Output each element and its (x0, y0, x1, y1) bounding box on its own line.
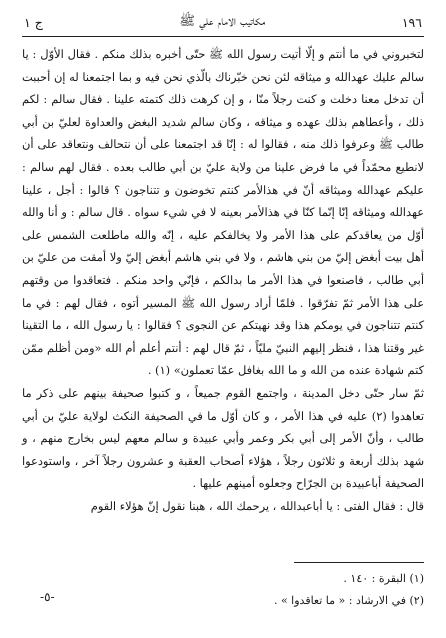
book-title: مكاتيب الامام علي ﷺ (179, 13, 266, 29)
paragraph: ثمّ سار حتّى دخل المدينة ، واجتمع القوم جميعاً ، و كتبوا صحيفة بينهم على ذكر ما تعاهدوا (٢) عليه في هذا الأمر ، و كان أوّل ما في الصحيفة النكث لولاية عليّ بن أبي طالب ، وأنّ الأمر إلى أبي بكر وعمر وأبي عبيدة و سالم معهم ليس بخارج منهم ، و شهد بذلك أربعة و ثلاثون رجلاً ، هؤلاء أصحاب العقبة و عشرون رجلاً آخر ، واستودعوا الصحيفة أباعبيدة بن الجرّاح وجعلوه أمينهم عليها . (22, 385, 425, 491)
body-text (22, 43, 424, 517)
paragraph: لتخبروني في ما أنتم و إلّا أتيت رسول الله ﷺ حتّى أخبره بذلك منكم . فقال الأوّل : يا سالم عليك عهدالله و ميثاقه لئن نحن خبّرناك بالّذي نحن فيه و بما اجتمعنا له إن أحببت أن تدخل معنا دخلت و كنت رجلاً منّا ، و إن كرهت ذلك كتمته علينا . فقال سالم : لكم ذلك ، وأعطاهم بذلك عهده و ميثاقه ، وكان سالم شديد البغض والعداوة لعليّ بن أبي طالب ﷺ وعرفوا ذلك منه ، فقالوا له : إنّا قد اجتمعنا على أن نتحالف ونتعاقد على أن لانطيع محمّداً في ما فرض علينا من ولاية عليّ بن أبي طالب بعده . فقال لهم سالم : عليكم عهدالله وميثاقه أنّ في هذالأمر كنتم تخوضون و تتناجون ؟ قالوا : أجل ، علينا عهدالله وميثاقه إنّا إنّما كنّا في هذالأمر بعينه لا في شيء سواه . قال سالم : و أنا والله أوّل من يعاقدكم على هذا الأمر ولا يخالفكم عليه ، إنّه والله ماطلعت الشمس على أهل بيت أبغض إليّ من بني هاشم ، ولا في بني هاشم أبغض إليّ ولا أمقت من عليّ بن أبي طالب ، فاصنعوا في هذا الأمر ما بدالكم ، فإنّي واحد منكم . فتعاقدوا من وقتهم على هذا الأمر ثمّ تفرّقوا . فلمّا أراد رسول الله ﷺ المسير أتوه ، فقال لهم : في ما كنتم تتناجون في يومكم هذا وقد نهيتكم عن النجوى ؟ فقالوا : يا رسول الله ، ما التقينا غير وقتنا هذا ، فنظر إليهم النبيّ مليّاً ، ثمّ قال لهم : أنتم أعلم أم الله «ومن أظلم ممّن كتم شهادة عنده من الله و ما الله بغافل عمّا تعملون» (١) . (22, 47, 425, 378)
footnote-1: (١) البقرة : ١٤٠ . (343, 572, 424, 585)
footnote-2: (٢) في الارشاد : « ما تعاقدوا » . (273, 594, 424, 607)
footnote-rule (294, 562, 424, 563)
paragraph: قال : فقال الفتى : يا أباعبدالله ، يرحمك الله ، هبنا نقول إنّ هؤلاء القوم (90, 498, 424, 513)
header-rule (22, 36, 424, 37)
page-number: ١٩٦ (401, 14, 422, 30)
page-mark: -٥- (40, 590, 55, 604)
volume-label: ج ١ (24, 14, 43, 30)
running-head (22, 10, 424, 34)
footnotes (22, 568, 424, 612)
